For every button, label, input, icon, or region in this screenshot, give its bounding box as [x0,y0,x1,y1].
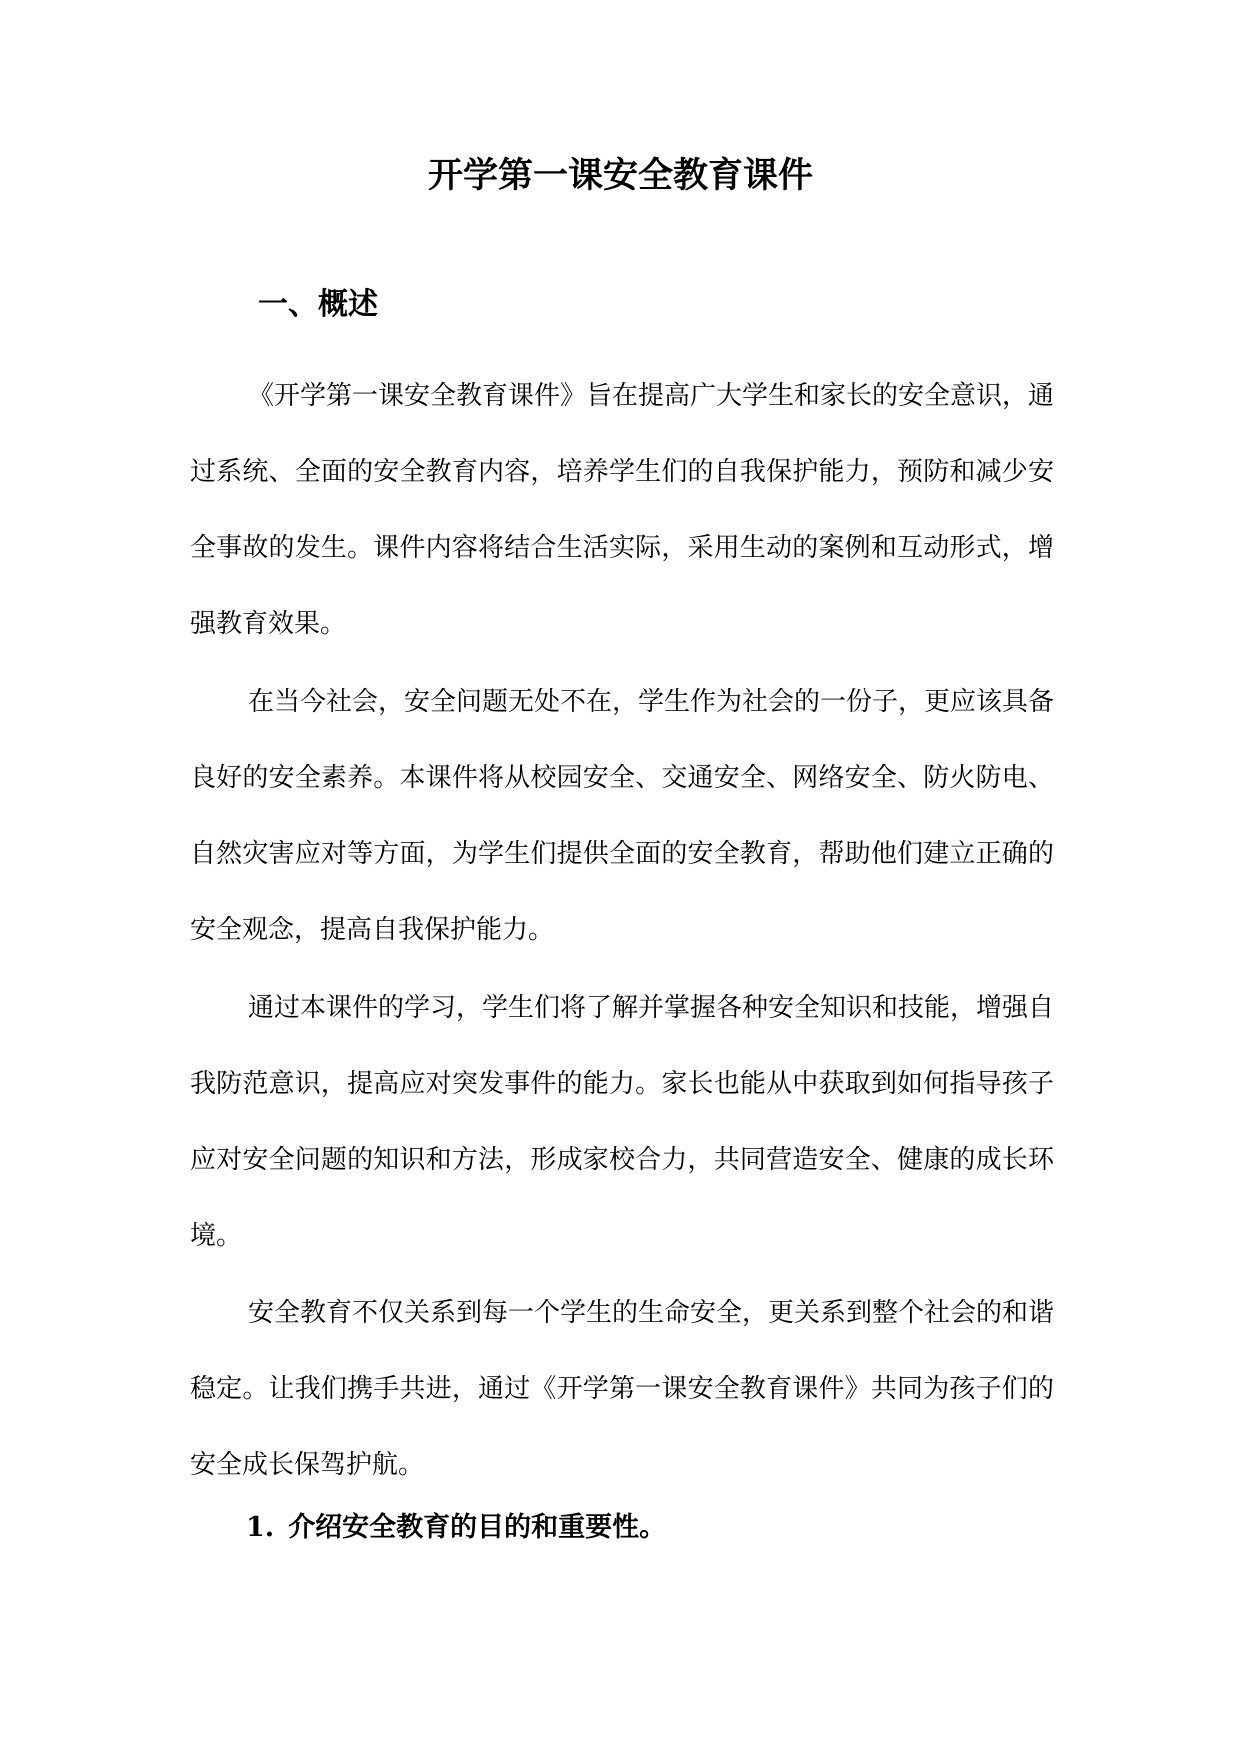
section-heading-overview: 一、概述 [258,287,378,322]
paragraph-2: 在当今社会，安全问题无处不在，学生作为社会的一份子，更应该具备良好的安全素养。本课件将从校园安全、交通安全、网络安全、防火防电、自然灾害应对等方面，为学生们提供全面的安全教育，帮助他们建立正确的安全观念，提高自我保护能力。 [190,687,1055,945]
paragraph-4: 安全教育不仅关系到每一个学生的生命安全，更关系到整个社会的和谐稳定。让我们携手共进，通过《开学第一课安全教育课件》共同为孩子们的安全成长保驾护航。 [190,1298,1055,1480]
sub-heading-text: 介绍安全教育的目的和重要性。 [288,1512,667,1543]
document-title: 开学第一课安全教育课件 [427,155,813,196]
paragraph-3: 通过本课件的学习，学生们将了解并掌握各种安全知识和技能，增强自我防范意识，提高应对突发事件的能力。家长也能从中获取到如何指导孩子应对安全问题的知识和方法，形成家校合力，共同营造安全、健康的成长环境。 [190,993,1055,1251]
sub-heading-1 [246,1508,666,1548]
paragraph-1: 《开学第一课安全教育课件》旨在提高广大学生和家长的安全意识，通过系统、全面的安全教育内容，培养学生们的自我保护能力，预防和减少安全事故的发生。课件内容将结合生活实际，采用生动的案例和互动形式，增强教育效果。 [190,381,1055,639]
sub-heading-number: 1. [246,1512,275,1543]
